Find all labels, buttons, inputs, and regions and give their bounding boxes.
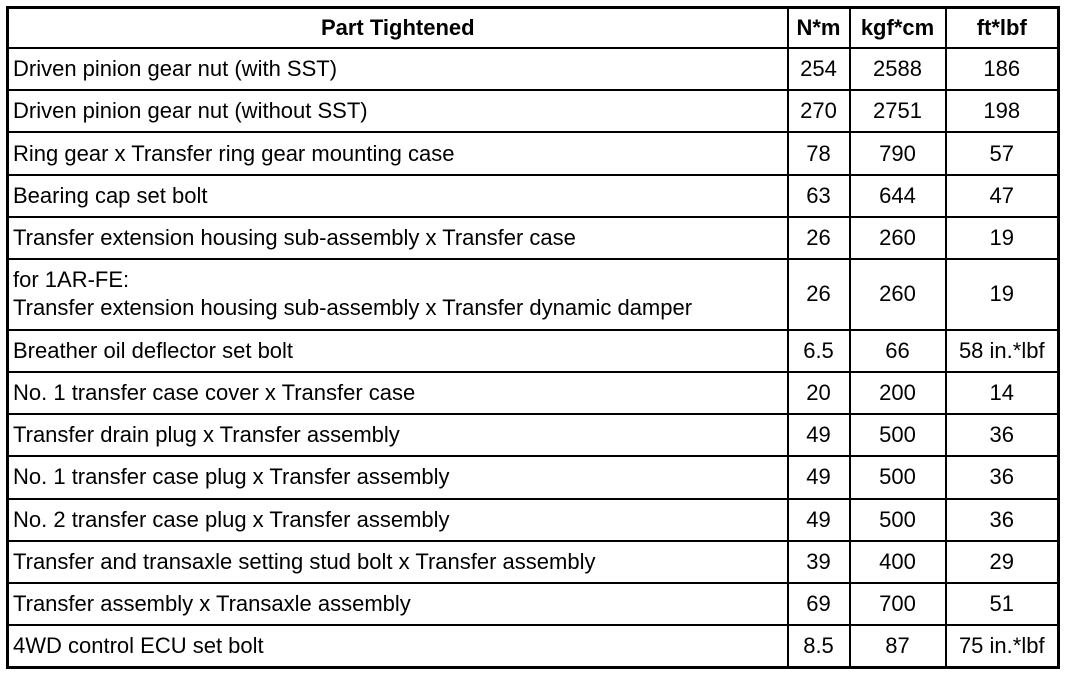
table-body <box>8 48 1059 668</box>
part-cell <box>8 541 788 583</box>
ftlbf-value: 36 <box>946 456 1059 498</box>
header-nm: N*m <box>788 8 850 49</box>
table-row <box>8 259 1059 329</box>
part-name-line: No. 2 transfer case plug x Transfer assembly <box>13 506 450 532</box>
ftlbf-value: 19 <box>946 259 1059 329</box>
part-name-line: Driven pinion gear nut (with SST) <box>13 56 338 82</box>
table-row <box>8 132 1059 174</box>
kgfcm-value: 400 <box>850 541 946 583</box>
kgfcm-value: 700 <box>850 583 946 625</box>
nm-value: 270 <box>788 90 850 132</box>
part-name-line: Breather oil deflector set bolt <box>13 337 294 363</box>
nm-value: 69 <box>788 583 850 625</box>
nm-value: 49 <box>788 414 850 456</box>
table-row <box>8 175 1059 217</box>
table-row <box>8 48 1059 90</box>
ftlbf-value: 14 <box>946 372 1059 414</box>
part-cell <box>8 625 788 667</box>
kgfcm-value: 260 <box>850 217 946 259</box>
header-kgfcm: kgf*cm <box>850 8 946 49</box>
kgfcm-value: 260 <box>850 259 946 329</box>
part-name-line: Ring gear x Transfer ring gear mounting case <box>13 140 455 166</box>
part-cell <box>8 330 788 372</box>
header-row <box>8 8 1059 49</box>
table-row <box>8 583 1059 625</box>
nm-value: 20 <box>788 372 850 414</box>
part-cell <box>8 583 788 625</box>
table-row <box>8 414 1059 456</box>
kgfcm-value: 790 <box>850 132 946 174</box>
ftlbf-value: 198 <box>946 90 1059 132</box>
ftlbf-value: 36 <box>946 414 1059 456</box>
kgfcm-value: 200 <box>850 372 946 414</box>
nm-value: 254 <box>788 48 850 90</box>
ftlbf-value: 75 in.*lbf <box>946 625 1059 667</box>
ftlbf-value: 47 <box>946 175 1059 217</box>
part-cell <box>8 372 788 414</box>
part-name-line: Transfer drain plug x Transfer assembly <box>13 422 400 448</box>
kgfcm-value: 87 <box>850 625 946 667</box>
nm-value: 8.5 <box>788 625 850 667</box>
ftlbf-value: 186 <box>946 48 1059 90</box>
part-name-line: Transfer extension housing sub-assembly x Transfer case <box>13 225 576 251</box>
part-cell <box>8 259 788 329</box>
kgfcm-value: 644 <box>850 175 946 217</box>
part-name-line: Transfer extension housing sub-assembly x Transfer dynamic damper <box>13 295 693 321</box>
part-name-line: No. 1 transfer case cover x Transfer case <box>13 379 416 405</box>
nm-value: 26 <box>788 217 850 259</box>
ftlbf-value: 19 <box>946 217 1059 259</box>
part-name-line: Transfer and transaxle setting stud bolt x Transfer assembly <box>13 548 596 574</box>
table-row <box>8 90 1059 132</box>
ftlbf-value: 58 in.*lbf <box>946 330 1059 372</box>
torque-specification-table <box>6 6 1060 669</box>
part-cell <box>8 499 788 541</box>
part-name-line: No. 1 transfer case plug x Transfer assembly <box>13 464 450 490</box>
nm-value: 6.5 <box>788 330 850 372</box>
header-part-tightened: Part Tightened <box>8 8 788 49</box>
part-cell <box>8 90 788 132</box>
kgfcm-value: 2588 <box>850 48 946 90</box>
part-cell <box>8 175 788 217</box>
table-row <box>8 372 1059 414</box>
part-cell <box>8 456 788 498</box>
nm-value: 49 <box>788 456 850 498</box>
kgfcm-value: 500 <box>850 414 946 456</box>
kgfcm-value: 500 <box>850 456 946 498</box>
table-row <box>8 625 1059 667</box>
table-row <box>8 217 1059 259</box>
kgfcm-value: 66 <box>850 330 946 372</box>
ftlbf-value: 51 <box>946 583 1059 625</box>
nm-value: 63 <box>788 175 850 217</box>
nm-value: 78 <box>788 132 850 174</box>
part-name-line: Transfer assembly x Transaxle assembly <box>13 591 411 617</box>
part-name-line: Bearing cap set bolt <box>13 182 208 208</box>
part-name-line: Driven pinion gear nut (without SST) <box>13 98 368 124</box>
table-row <box>8 330 1059 372</box>
nm-value: 49 <box>788 499 850 541</box>
part-name-line: 4WD control ECU set bolt <box>13 633 264 659</box>
ftlbf-value: 36 <box>946 499 1059 541</box>
table-row <box>8 499 1059 541</box>
part-cell <box>8 217 788 259</box>
kgfcm-value: 500 <box>850 499 946 541</box>
part-cell <box>8 132 788 174</box>
ftlbf-value: 29 <box>946 541 1059 583</box>
part-name-line: for 1AR-FE: <box>13 267 130 293</box>
part-cell <box>8 48 788 90</box>
header-ftlbf: ft*lbf <box>946 8 1059 49</box>
kgfcm-value: 2751 <box>850 90 946 132</box>
table-row <box>8 456 1059 498</box>
part-cell <box>8 414 788 456</box>
ftlbf-value: 57 <box>946 132 1059 174</box>
nm-value: 26 <box>788 259 850 329</box>
table-row <box>8 541 1059 583</box>
nm-value: 39 <box>788 541 850 583</box>
